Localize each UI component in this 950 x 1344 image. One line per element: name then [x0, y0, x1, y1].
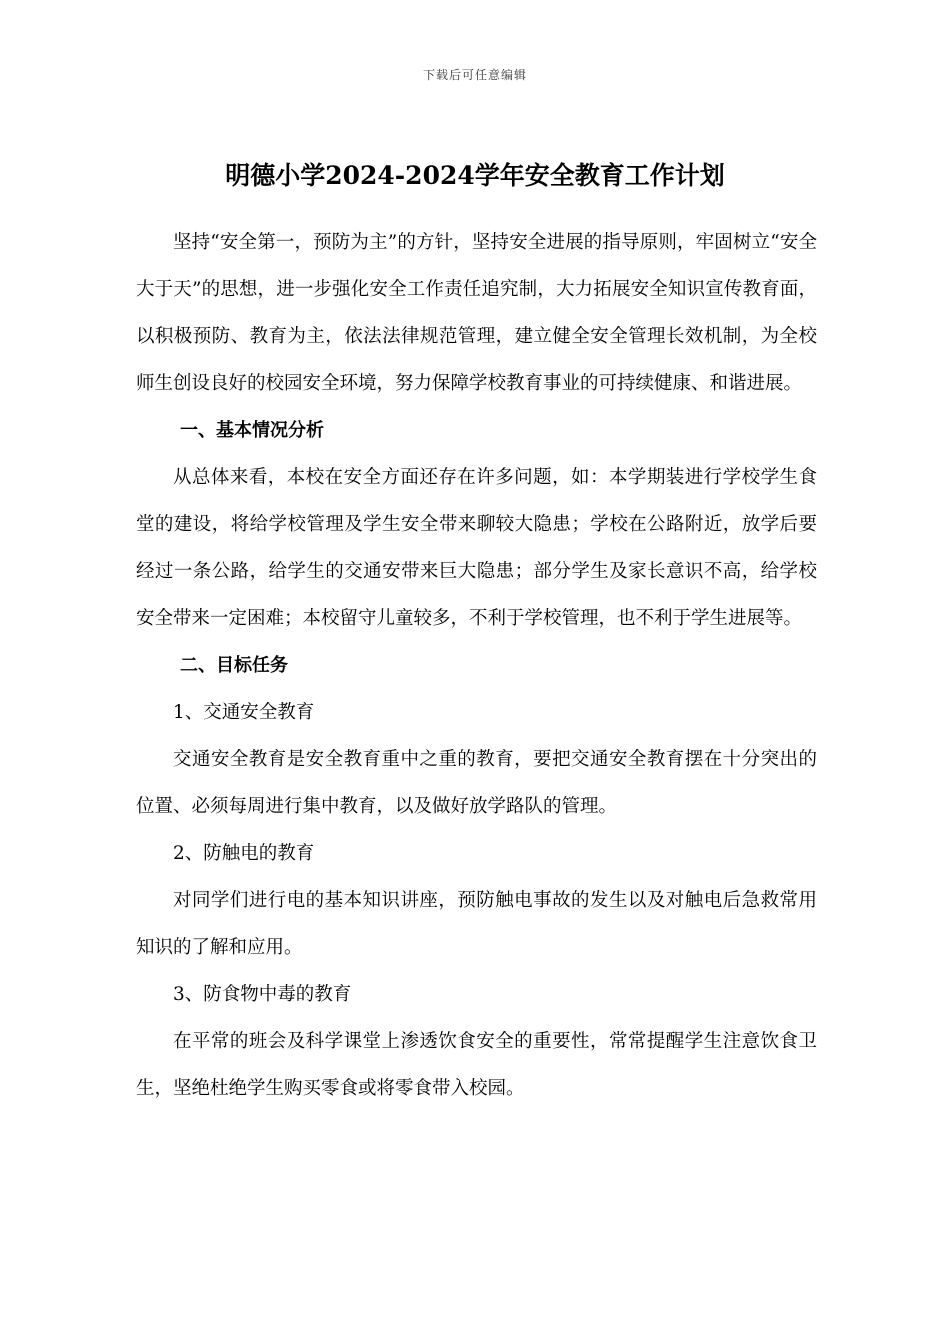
intro-paragraph: 坚持“安全第一，预防为主”的方针，坚持安全进展的指导原则，牢固树立“安全大于天”的思想，进一步强化安全工作责任追究制，大力拓展安全知识宣传教育面，以积极预防、教育为主，依法法律规范管理，建立健全安全管理长效机制，为全校师生创设良好的校园安全环境，努力保障学校教育事业的可持续健康、和谐进展。 — [136, 232, 817, 394]
item-title-electric: 2、防触电的教育 — [173, 843, 315, 864]
document-body — [136, 219, 817, 1112]
document-title: 明德小学2024-2024学年安全教育工作计划 — [225, 161, 725, 190]
section-heading-2: 二、目标任务 — [180, 655, 288, 676]
section-1-paragraph: 从总体来看，本校在安全方面还存在许多问题，如：本学期装进行学校学生食堂的建设，将给学校管理及学生安全带来聊较大隐患；学校在公路附近，放学后要经过一条公路，给学生的交通安带来巨大隐患；部分学生及家长意识不高，给学校安全带来一定困难；本校留守儿童较多，不利于学校管理，也不利于学生进展等。 — [136, 467, 817, 629]
item-text-traffic: 交通安全教育是安全教育重中之重的教育，要把交通安全教育摆在十分突出的位置、必须每周进行集中教育，以及做好放学路队的管理。 — [136, 749, 817, 817]
item-title-food: 3、防食物中毒的教育 — [173, 984, 352, 1005]
item-text-electric: 对同学们进行电的基本知识讲座，预防触电事故的发生以及对触电后急救常用知识的了解和应用。 — [136, 890, 817, 958]
item-title-traffic: 1、交通安全教育 — [173, 702, 315, 723]
section-heading-1: 一、基本情况分析 — [180, 420, 324, 441]
header-note: 下载后可任意编辑 — [422, 68, 527, 82]
item-text-food: 在平常的班会及科学课堂上渗透饮食安全的重要性，常常提醒学生注意饮食卫生，坚绝杜绝学生购买零食或将零食带入校园。 — [136, 1031, 817, 1099]
